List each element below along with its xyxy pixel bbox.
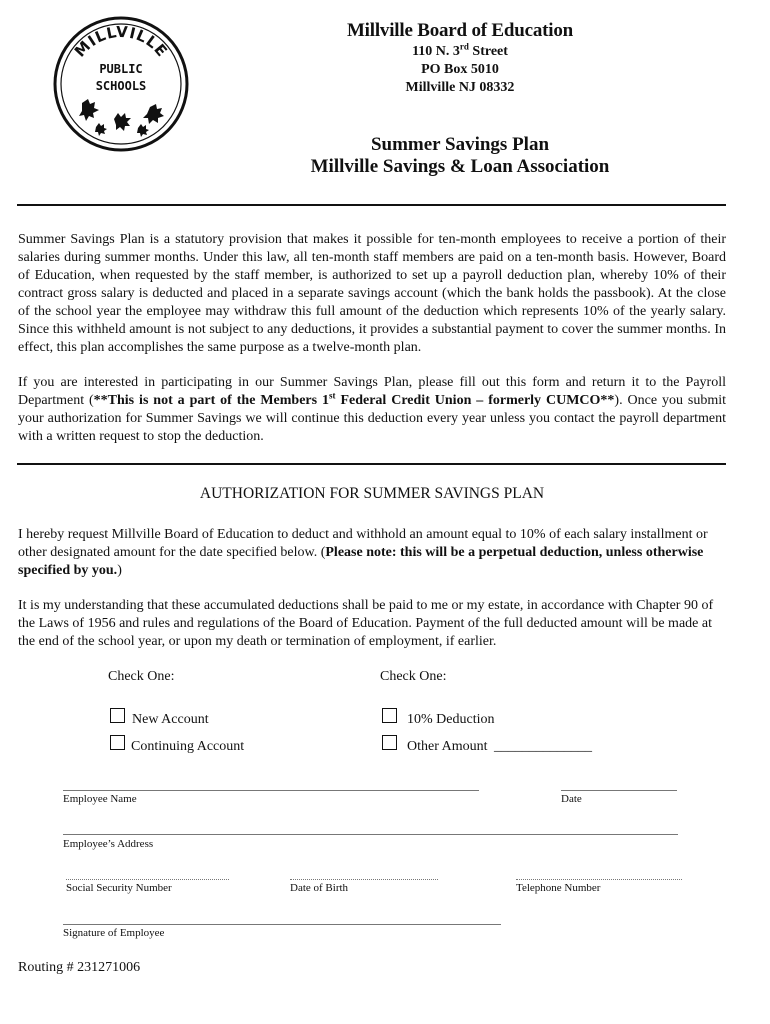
address-field-label: Employee’s Address: [63, 838, 154, 850]
other-amount-field[interactable]: ______________: [494, 739, 592, 754]
request-close: ): [117, 563, 122, 578]
city-state-zip: Millville NJ 08332: [405, 80, 515, 95]
credit-union-note-2: Federal Credit Union – formerly CUMCO**: [335, 393, 615, 408]
employee-name-line[interactable]: [63, 790, 479, 791]
ten-percent-checkbox[interactable]: [382, 708, 397, 723]
signature-label: Signature of Employee: [63, 927, 165, 939]
check-one-heading-account: Check One:: [108, 669, 175, 684]
understanding-paragraph: It is my understanding that these accumulated deductions shall be paid to me or my estate, in accordance with Chapter 90 of the Laws of 1956 and rules and regulations of the Board of Education. Payment of the full deducted amount will be made at the end of the school year, or upon my death or termination of employment, if earlier.: [18, 598, 714, 649]
dob-label: Date of Birth: [290, 882, 349, 894]
ssn-label: Social Security Number: [66, 882, 172, 894]
routing-number: Routing # 231271006: [18, 960, 141, 975]
address-number: 110 N. 3: [412, 44, 460, 59]
check-one-heading-amount: Check One:: [380, 669, 447, 684]
date-line[interactable]: [561, 790, 677, 791]
millville-public-schools-seal: [52, 15, 190, 153]
new-account-label: New Account: [132, 712, 209, 727]
perpetual-note: Please note: this will be a perpetual deduction, unless otherwise specified by you.: [18, 545, 704, 578]
po-box: PO Box 5010: [421, 62, 499, 77]
address-field-line[interactable]: [63, 834, 678, 835]
authorization-title: AUTHORIZATION FOR SUMMER SAVINGS PLAN: [199, 485, 545, 502]
continuing-account-label: Continuing Account: [131, 739, 245, 754]
intro-paragraph: Summer Savings Plan is a statutory provision that makes it possible for ten-month employees to receive a portion of their salaries during summer months. Under this law, all ten-month staff members are paid on a ten-month basis. However, Board of Education, when requested by the staff member, is authorized to set up a payroll deduction plan, whereby 10% of their contract gross salary is deducted and placed in a separate savings account (which the bank holds the passbook). At the close of the school year the employee may withdraw this full amount of the deduction which represents 10% of the yearly salary. Since this withheld amount is not subject to any deductions, it provides a substantial payment to cover the summer months. In effect, this plan accomplishes the same purpose as a twelve-month plan.: [18, 232, 726, 355]
request-text: I hereby request Millville Board of Education to deduct and withhold an amount equal to 10% of each salary installment or other designated amount for the date specified below. (: [18, 527, 708, 560]
other-amount-label: Other Amount: [407, 739, 488, 754]
seal-arc-text: MILLVILLE: [70, 22, 172, 61]
org-name: Millville Board of Education: [346, 20, 574, 41]
other-amount-checkbox[interactable]: [382, 735, 397, 750]
address-street: Street: [468, 44, 508, 59]
divider-middle: [17, 463, 726, 465]
holly-leaf-icon: [79, 99, 164, 137]
instructions-text-1: If you are interested in participating in our Summer Savings Plan, please fill out this form and return it to the Payroll Department (: [18, 375, 726, 408]
continuing-account-checkbox[interactable]: [110, 735, 125, 750]
phone-label: Telephone Number: [516, 882, 601, 894]
instructions-paragraph: [18, 374, 726, 446]
signature-line[interactable]: [63, 924, 501, 925]
dob-line[interactable]: [290, 879, 438, 880]
employee-name-label: Employee Name: [63, 793, 137, 805]
address-ordinal: rd: [459, 41, 469, 52]
bank-name: Millville Savings & Loan Association: [310, 156, 610, 177]
seal-line-public: PUBLIC: [99, 62, 143, 76]
instructions-text-2: ). Once you submit your authorization for Summer Savings we will continue this deduction every year unless you contact the payroll department with a written request to stop the deduction.: [18, 393, 726, 444]
ten-percent-label: 10% Deduction: [407, 712, 495, 727]
date-label: Date: [561, 793, 582, 805]
phone-line[interactable]: [516, 879, 682, 880]
credit-union-ordinal: st: [329, 390, 336, 401]
ssn-line[interactable]: [66, 879, 229, 880]
seal-line-schools: SCHOOLS: [95, 79, 147, 93]
address-line: [300, 43, 620, 61]
plan-title: Summer Savings Plan: [370, 134, 550, 155]
request-paragraph: [18, 526, 726, 580]
new-account-checkbox[interactable]: [110, 708, 125, 723]
divider-top: [17, 204, 726, 206]
credit-union-note-1: **This is not a part of the Members 1: [93, 393, 330, 408]
credit-union-note: [93, 390, 615, 408]
